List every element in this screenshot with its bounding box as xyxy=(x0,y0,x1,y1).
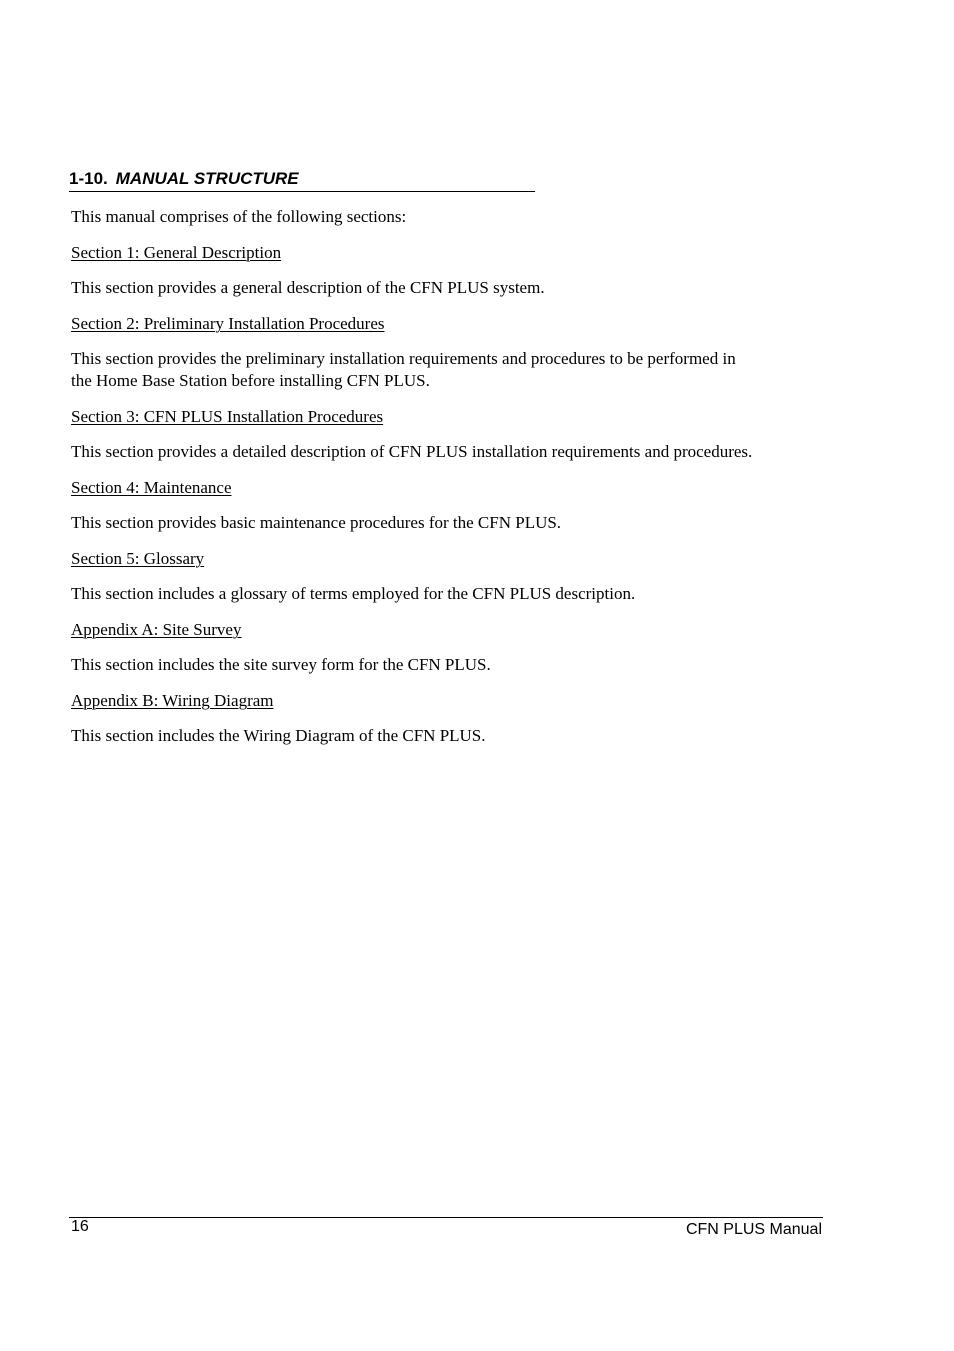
section-1-description: This section provides a general description of the CFN PLUS system. xyxy=(71,278,545,297)
section-2-description-line-1: This section provides the preliminary installation requirements and procedures to be performed in xyxy=(71,349,736,368)
section-3-title: Section 3: CFN PLUS Installation Procedures xyxy=(71,407,384,426)
section-heading xyxy=(69,168,535,192)
appendix-a-title: Appendix A: Site Survey xyxy=(71,620,242,639)
section-number: 1-10. xyxy=(69,169,108,188)
page-number: 16 xyxy=(71,1218,89,1235)
section-3-description: This section provides a detailed description of CFN PLUS installation requirements and procedures. xyxy=(71,442,753,461)
section-title: MANUAL STRUCTURE xyxy=(115,169,299,188)
section-4-description: This section provides basic maintenance procedures for the CFN PLUS. xyxy=(71,513,562,532)
section-2-description-line-2: the Home Base Station before installing CFN PLUS. xyxy=(71,371,430,390)
section-2-title: Section 2: Preliminary Installation Procedures xyxy=(71,314,385,333)
footer-divider xyxy=(69,1217,823,1218)
section-5-description: This section includes a glossary of terms employed for the CFN PLUS description. xyxy=(71,584,636,603)
appendix-a-description: This section includes the site survey form for the CFN PLUS. xyxy=(71,655,491,674)
footer-manual-name: CFN PLUS Manual xyxy=(685,1221,822,1238)
section-1-title: Section 1: General Description xyxy=(71,243,282,262)
section-4-title: Section 4: Maintenance xyxy=(71,478,232,497)
section-5-title: Section 5: Glossary xyxy=(71,549,205,568)
appendix-b-title: Appendix B: Wiring Diagram xyxy=(71,691,274,710)
appendix-b-description: This section includes the Wiring Diagram of the CFN PLUS. xyxy=(71,726,486,745)
intro-text: This manual comprises of the following sections: xyxy=(71,207,407,226)
